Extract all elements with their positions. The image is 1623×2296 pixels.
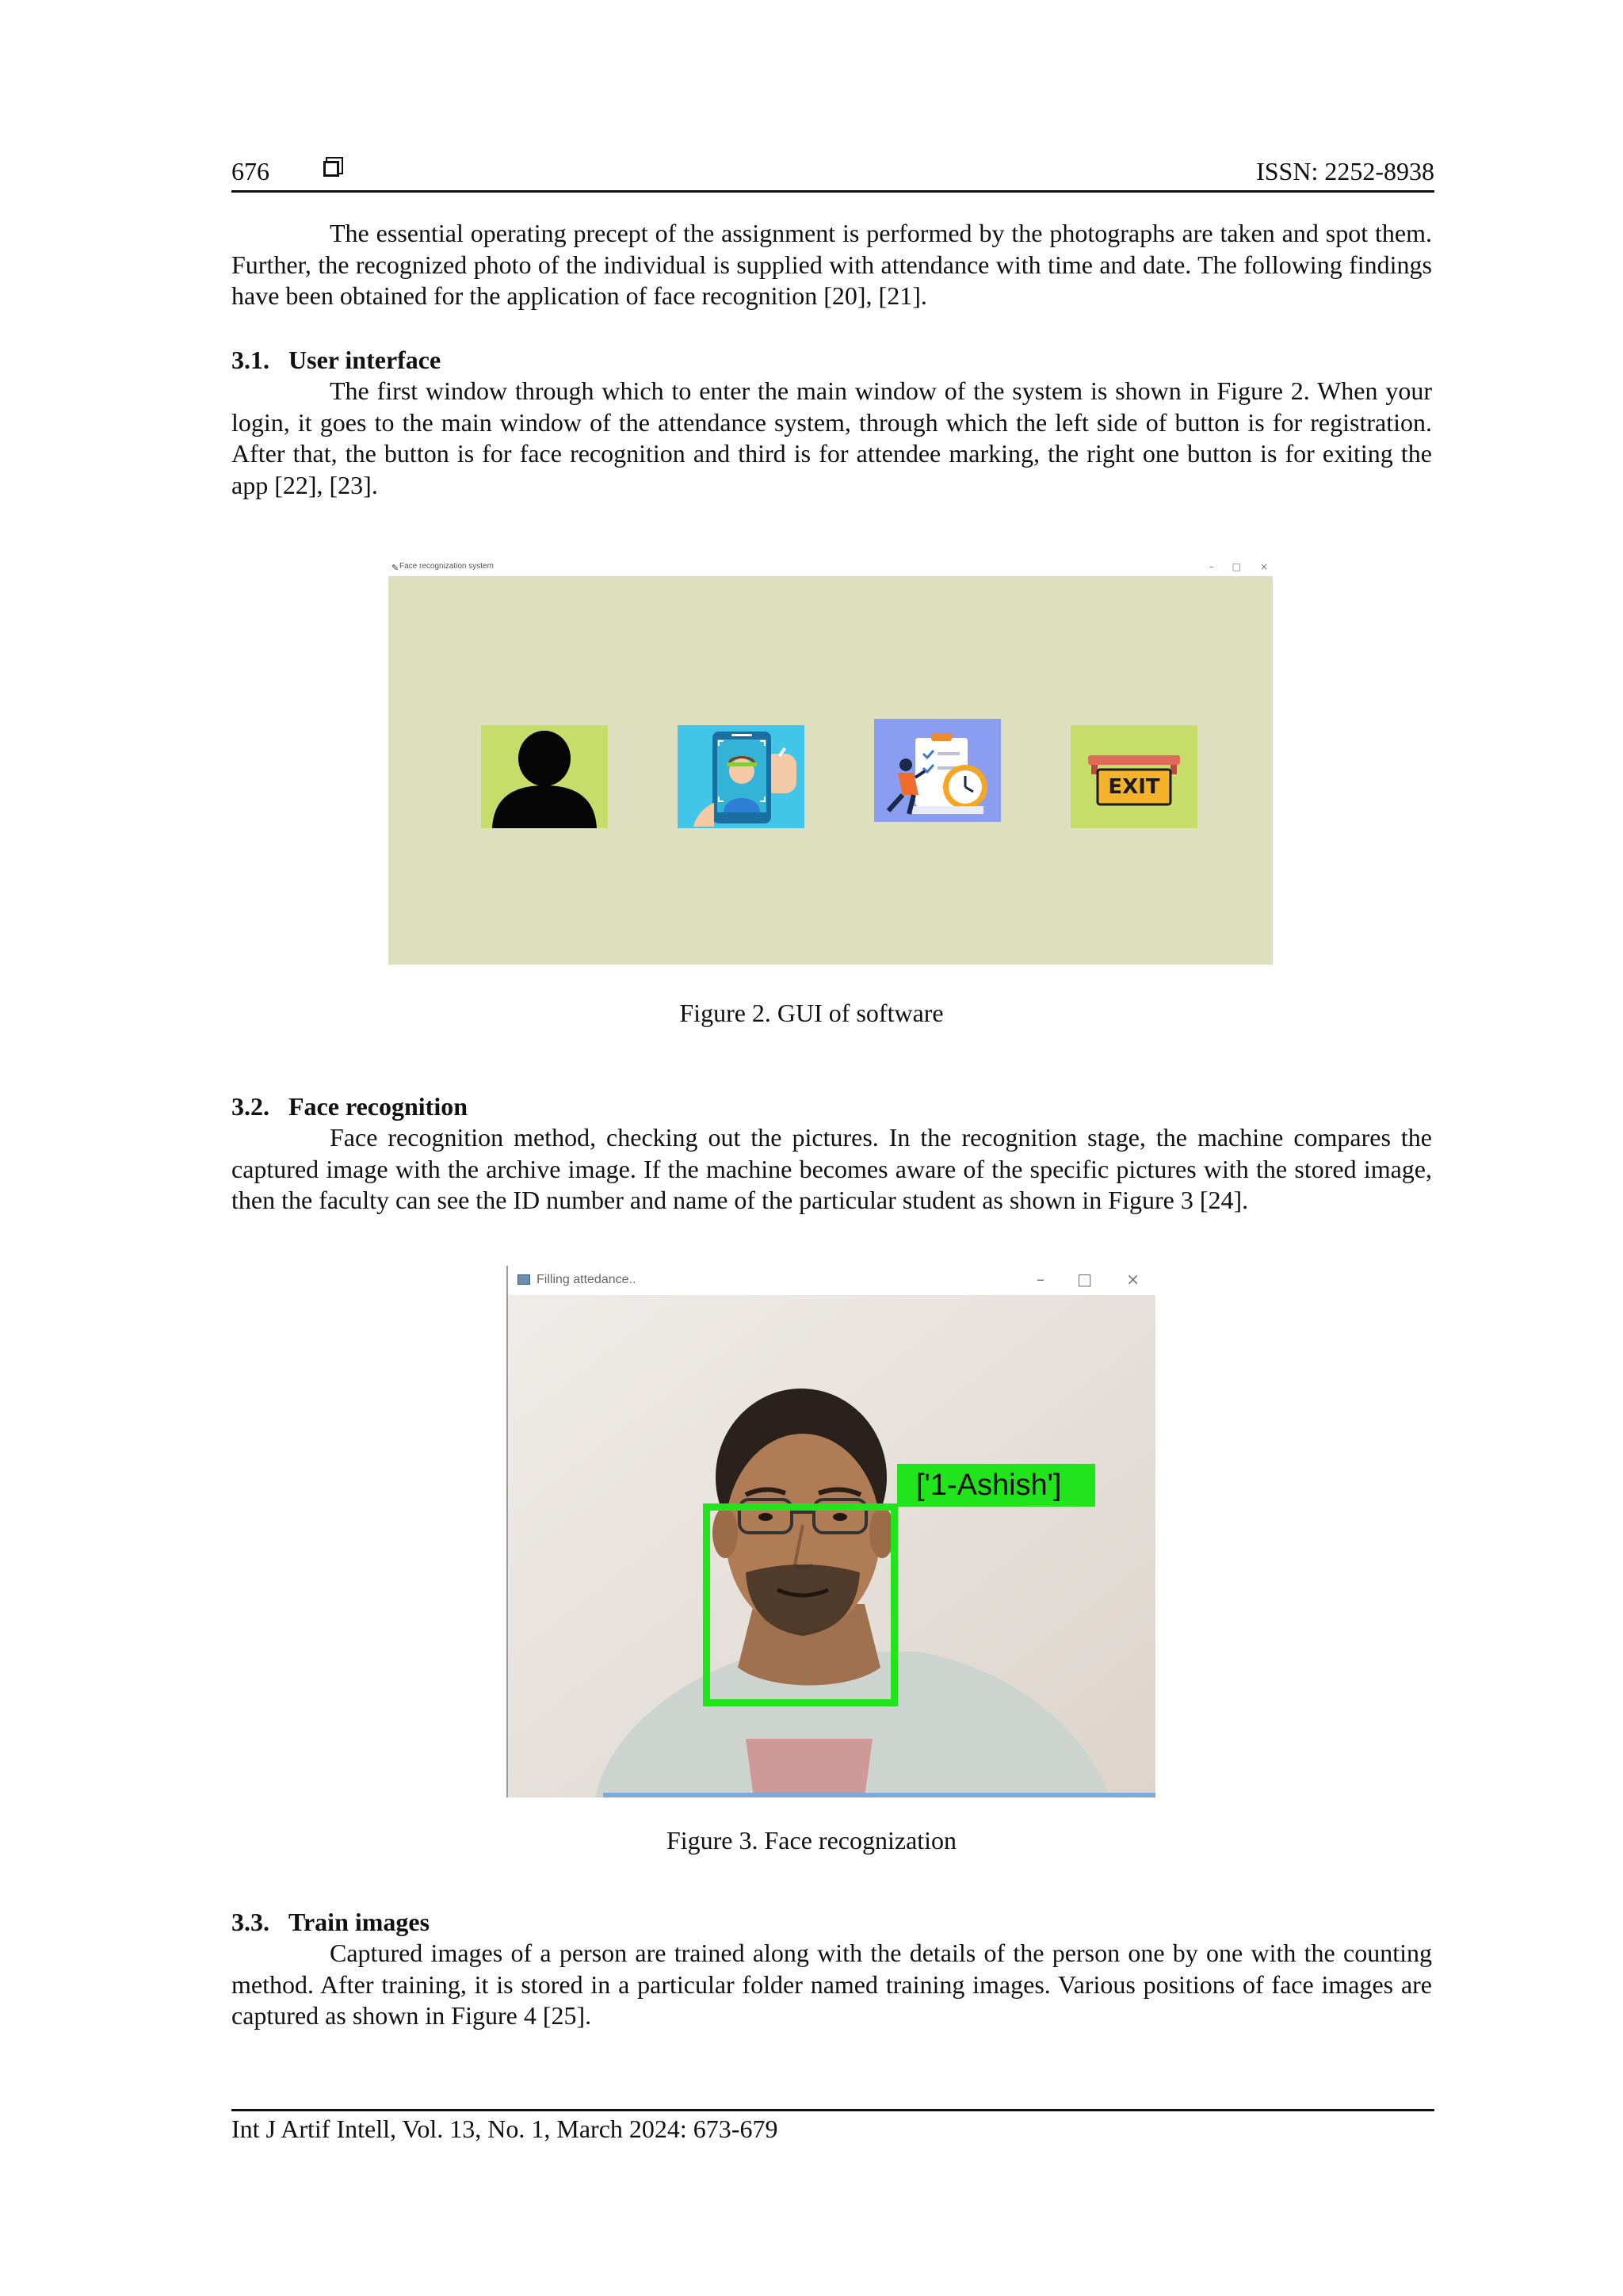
issn: ISSN: 2252-8938 [1256,157,1434,185]
close-button[interactable]: × [1259,561,1268,572]
intro-paragraph [231,218,1432,312]
register-button[interactable] [481,725,608,828]
figure-2-gui-window [388,560,1273,965]
app-window-icon [517,1274,530,1285]
detection-label: ['1-Ashish'] [897,1464,1095,1507]
minimize-button[interactable]: – [1209,561,1214,572]
figure-3-recognition-window [506,1266,1155,1797]
section-3-3-paragraph [231,1938,1432,2032]
footer-rule [231,2109,1434,2111]
section-number: 3.3. [231,1908,269,1936]
window-bottom-bar [603,1793,1155,1797]
section-title: Train images [288,1908,430,1936]
attendance-button[interactable] [874,719,1001,822]
window-titlebar [506,1266,1155,1295]
phone-face-scan-icon [678,725,804,828]
section-3-3-text: Captured images of a person are trained along with the details of the person one by one with the counting method. After training, it is stored in a particular folder named training images. Various positions of face images are captured as shown in Figure 4 [25]. [231,1939,1432,2030]
user-silhouette-icon [481,725,608,828]
exit-label: EXIT [1108,775,1160,799]
attendance-clock-icon [874,719,1001,822]
window-title: Filling attedance.. [537,1273,636,1286]
section-title: User interface [288,346,441,374]
header-rule [231,190,1434,193]
section-title: Face recognition [288,1092,468,1121]
close-button[interactable]: × [1126,1270,1140,1289]
window-titlebar [388,560,1273,576]
minimize-button[interactable]: – [1037,1270,1044,1289]
maximize-button[interactable]: □ [1232,561,1241,572]
section-3-1-text: The first window through which to enter the main window of the system is shown in Figure 2. When your login, it goes to the main window of the attendance system, through which the left side of button is for registration. After that, the button is for face recognition and third is for attendee marking, the right one button is for exiting the app [22], [23]. [231,376,1432,499]
section-number: 3.2. [231,1092,269,1121]
section-heading-3-3 [231,1906,430,1938]
exit-button[interactable] [1071,725,1197,828]
window-title: Face recognization system [399,562,494,571]
app-feather-icon: ✎ [391,563,399,573]
figure-3-caption: Figure 3. Face recognization [666,1826,957,1855]
section-number: 3.1. [231,346,269,374]
figure-2-caption: Figure 2. GUI of software [679,999,944,1027]
section-heading-3-1 [231,344,441,376]
section-heading-3-2 [231,1091,468,1122]
section-3-2-text: Face recognition method, checking out the pictures. In the recognition stage, the machine compares the captured image with the archive image. If the machine becomes aware of the specific pictures with the stored image, then the faculty can see the ID number and name of the particular student as shown in Figure 3 [24]. [231,1123,1432,1214]
square-bullet-icon [323,161,339,177]
footer-citation: Int J Artif Intell, Vol. 13, No. 1, March 2024: 673-679 [231,2115,778,2143]
section-3-1-paragraph [231,376,1432,501]
face-bounding-box [703,1503,898,1706]
section-3-2-paragraph [231,1122,1432,1217]
page-number: 676 [231,157,269,185]
face-recognition-button[interactable] [678,725,804,828]
intro-text: The essential operating precept of the assignment is performed by the photographs are taken and spot them. Further, the recognized photo of the individual is supplied with attendance with time and date. The following findings have been obtained for the application of face recognition [20], [21]. [231,219,1432,310]
maximize-button[interactable]: □ [1077,1270,1092,1289]
camera-feed [506,1295,1155,1797]
